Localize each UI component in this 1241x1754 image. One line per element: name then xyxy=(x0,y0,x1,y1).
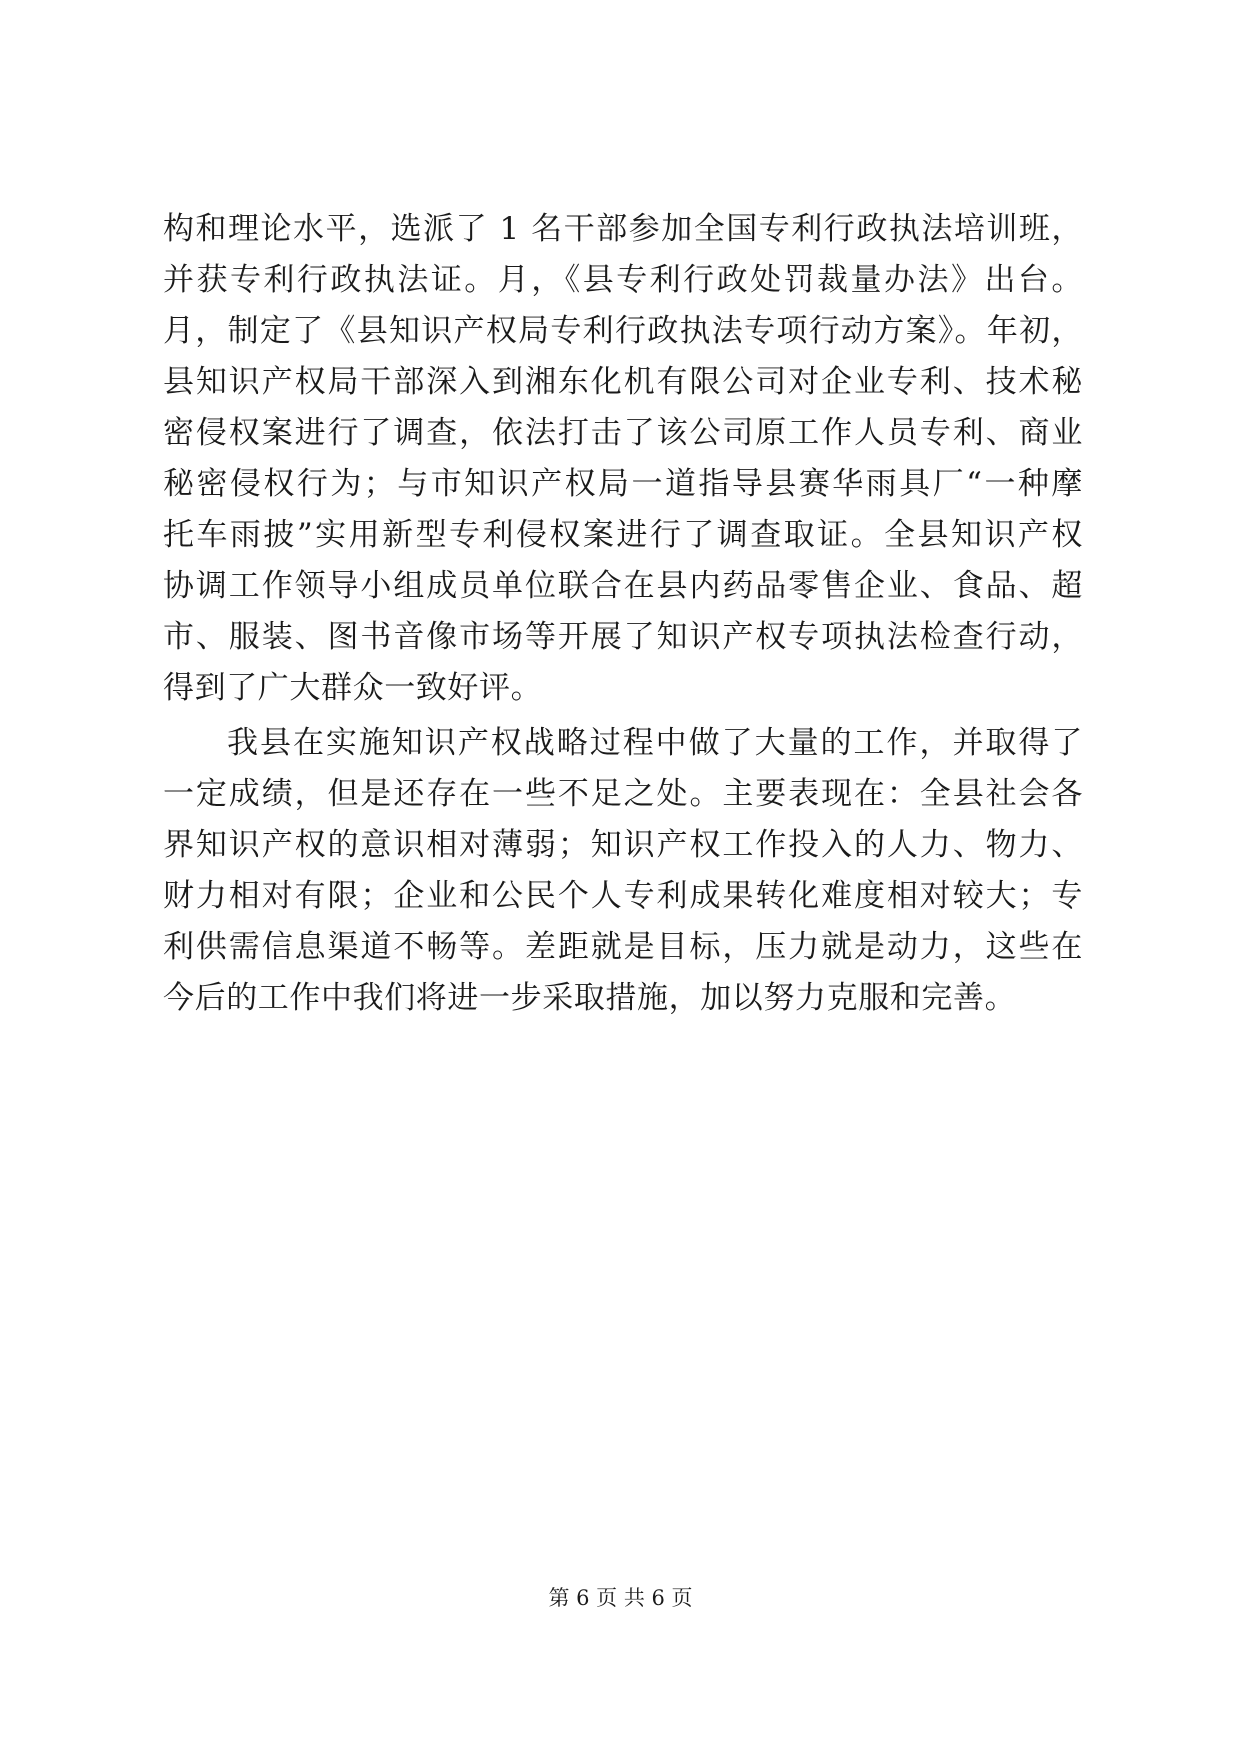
text-line: 县知识产权局干部深入到湘东化机有限公司对企业专利、技术秘 xyxy=(163,364,1083,400)
text-line: 密侵权案进行了调查，依法打击了该公司原工作人员专利、商业 xyxy=(163,415,1083,451)
text-line: 协调工作领导小组成员单位联合在县内药品零售企业、食品、超 xyxy=(163,568,1083,604)
text-line: 月，制定了《县知识产权局专利行政执法专项行动方案》。年初， xyxy=(163,313,1083,349)
text-line: 界知识产权的意识相对薄弱；知识产权工作投入的人力、物力、 xyxy=(163,827,1083,863)
text-line: 得到了广大群众一致好评。 xyxy=(163,670,543,706)
page-number: 第 6 页 共 6 页 xyxy=(548,1586,693,1610)
page-footer xyxy=(0,1583,1241,1613)
paragraph-2 xyxy=(163,718,1083,1024)
text-line: 利供需信息渠道不畅等。差距就是目标，压力就是动力，这些在 xyxy=(163,929,1083,965)
text-line: 一定成绩，但是还存在一些不足之处。主要表现在：全县社会各 xyxy=(163,776,1083,812)
text-line: 市、服装、图书音像市场等开展了知识产权专项执法检查行动， xyxy=(163,619,1083,655)
text-line: 今后的工作中我们将进一步采取措施，加以努力克服和完善。 xyxy=(163,980,1017,1016)
text-line: 托车雨披”实用新型专利侵权案进行了调查取证。全县知识产权 xyxy=(163,517,1083,553)
text-line: 构和理论水平，选派了 1 名干部参加全国专利行政执法培训班， xyxy=(163,211,1083,247)
paragraph-1 xyxy=(163,204,1083,714)
text-line: 我县在实施知识产权战略过程中做了大量的工作，并取得了 xyxy=(227,725,1083,761)
text-line: 并获专利行政执法证。月，《县专利行政处罚裁量办法》出台。 xyxy=(163,262,1083,298)
text-line: 财力相对有限；企业和公民个人专利成果转化难度相对较大；专 xyxy=(163,878,1083,914)
text-line: 秘密侵权行为；与市知识产权局一道指导县赛华雨具厂“一种摩 xyxy=(163,466,1083,502)
document-body xyxy=(163,204,1083,1028)
